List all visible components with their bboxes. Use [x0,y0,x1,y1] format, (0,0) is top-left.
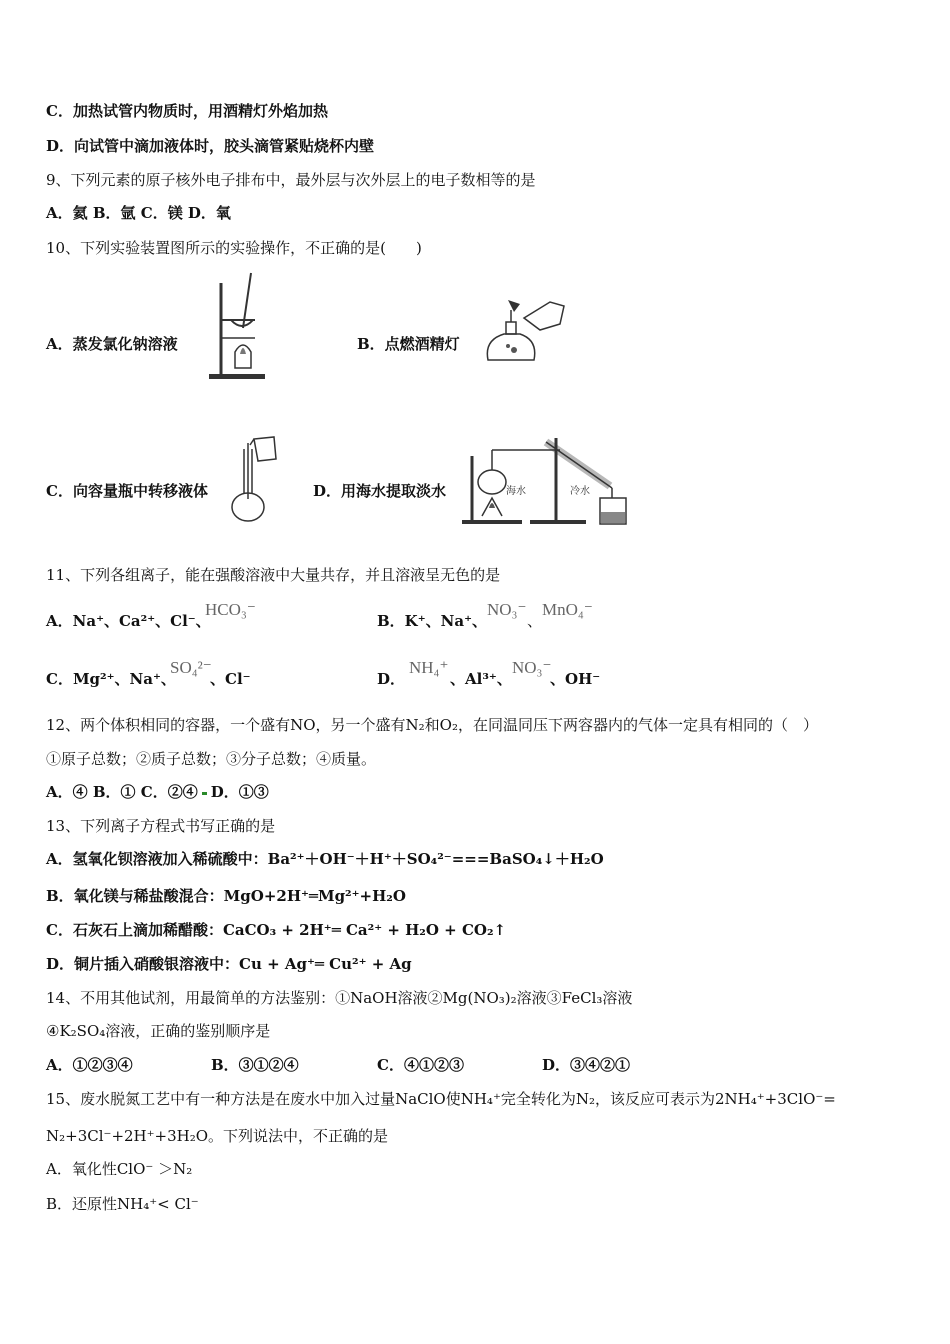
q15-option-a: A．氧化性ClO⁻ ＞N₂ [46,1160,193,1178]
q13-option-b: B．氧化镁与稀盐酸混合：MgO+2H⁺═Mg²⁺+H₂O [46,887,406,905]
q11-option-b-separator: 、 [527,612,543,630]
q11-option-d-prefix: D． [377,670,406,688]
green-mark [202,792,207,795]
q14-option-b: B．③①②④ [211,1056,299,1074]
question-15-line-1: 15、废水脱氮工艺中有一种方法是在废水中加入过量NaClO使NH₄⁺完全转化为N₂，该反应可表示为2NH₄⁺+3ClO⁻= [46,1090,836,1108]
q11-option-b-formula-2: MnO₄⁻ [542,600,593,619]
lighting-alcohol-lamp-figure [480,290,572,365]
q11-option-b-formula-1: NO₃⁻ [487,600,527,619]
seawater-label: 海水 [506,486,526,497]
q15-option-b: B．还原性NH₄⁺< Cl⁻ [46,1195,199,1213]
q10-option-c: C．向容量瓶中转移液体 [46,482,208,500]
volumetric-flask-transfer-figure [228,435,280,525]
question-9: 9、下列元素的原子核外电子排布中，最外层与次外层上的电子数相等的是 [46,171,536,189]
question-15-line-2: N₂+3Cl⁻+2H⁺+3H₂O。下列说法中，不正确的是 [46,1127,389,1145]
q13-option-c: C．石灰石上滴加稀醋酸：CaCO₃ + 2H⁺═ Ca²⁺ + H₂O + CO₂↑ [46,921,507,939]
question-11: 11、下列各组离子，能在强酸溶液中大量共存，并且溶液呈无色的是 [46,566,501,584]
q14-option-a: A．①②③④ [46,1056,133,1074]
q11-option-d-formula-2: NO₃⁻ [512,658,552,677]
distillation-apparatus-figure [460,428,630,526]
q11-option-c-prefix: C．Mg²⁺、Na⁺、 [46,670,176,688]
q12-option-d: D．①③ [210,783,269,801]
evaporation-apparatus-figure [205,268,270,383]
q11-option-d-formula-1: NH₄⁺ [409,658,449,677]
q11-option-a-prefix: A．Na⁺、Ca²⁺、Cl⁻、 [46,612,211,630]
q11-option-c-suffix: 、Cl⁻ [210,670,251,688]
q10-option-a: A．蒸发氯化钠溶液 [46,335,178,353]
question-14-cont: ④K₂SO₄溶液，正确的鉴别顺序是 [46,1022,271,1040]
question-12-items: ①原子总数；②质子总数；③分子总数；④质量。 [46,750,377,768]
q11-option-c-formula: SO₄²⁻ [170,658,212,677]
coldwater-label: 冷水 [570,486,590,497]
q13-option-d: D．铜片插入硝酸银溶液中：Cu + Ag⁺═ Cu²⁺ + Ag [46,955,412,973]
question-9-options: A．氦 B．氩 C．镁 D．氧 [46,204,231,222]
q10-option-d: D．用海水提取淡水 [313,482,447,500]
q11-option-d-middle: 、Al³⁺、 [450,670,512,688]
q11-option-a-formula: HCO₃⁻ [205,600,256,619]
q11-option-b-prefix: B．K⁺、Na⁺、 [377,612,487,630]
q14-option-d: D．③④②① [542,1056,631,1074]
question-10: 10、下列实验装置图所示的实验操作，不正确的是( ) [46,239,422,257]
q8-option-d: D．向试管中滴加液体时，胶头滴管紧贴烧杯内壁 [46,137,375,155]
question-12: 12、两个体积相同的容器，一个盛有NO，另一个盛有N₂和O₂，在同温同压下两容器内的气体一定具有相同的（ ） [46,716,818,734]
q12-options-abc: A．④ B．① C．②④ [46,783,198,801]
q10-option-b: B．点燃酒精灯 [357,335,460,353]
q14-option-c: C．④①②③ [377,1056,464,1074]
q11-option-d-suffix: 、OH⁻ [550,670,601,688]
question-12-options [46,782,269,802]
question-14: 14、不用其他试剂，用最简单的方法鉴别：①NaOH溶液②Mg(NO₃)₂溶液③FeCl₃溶液 [46,989,633,1007]
q13-option-a: A．氢氧化钡溶液加入稀硫酸中：Ba²⁺＋OH⁻＋H⁺＋SO₄²⁻===BaSO₄↓＋H₂O [46,850,604,868]
q8-option-c: C．加热试管内物质时，用酒精灯外焰加热 [46,102,328,120]
question-13: 13、下列离子方程式书写正确的是 [46,817,276,835]
